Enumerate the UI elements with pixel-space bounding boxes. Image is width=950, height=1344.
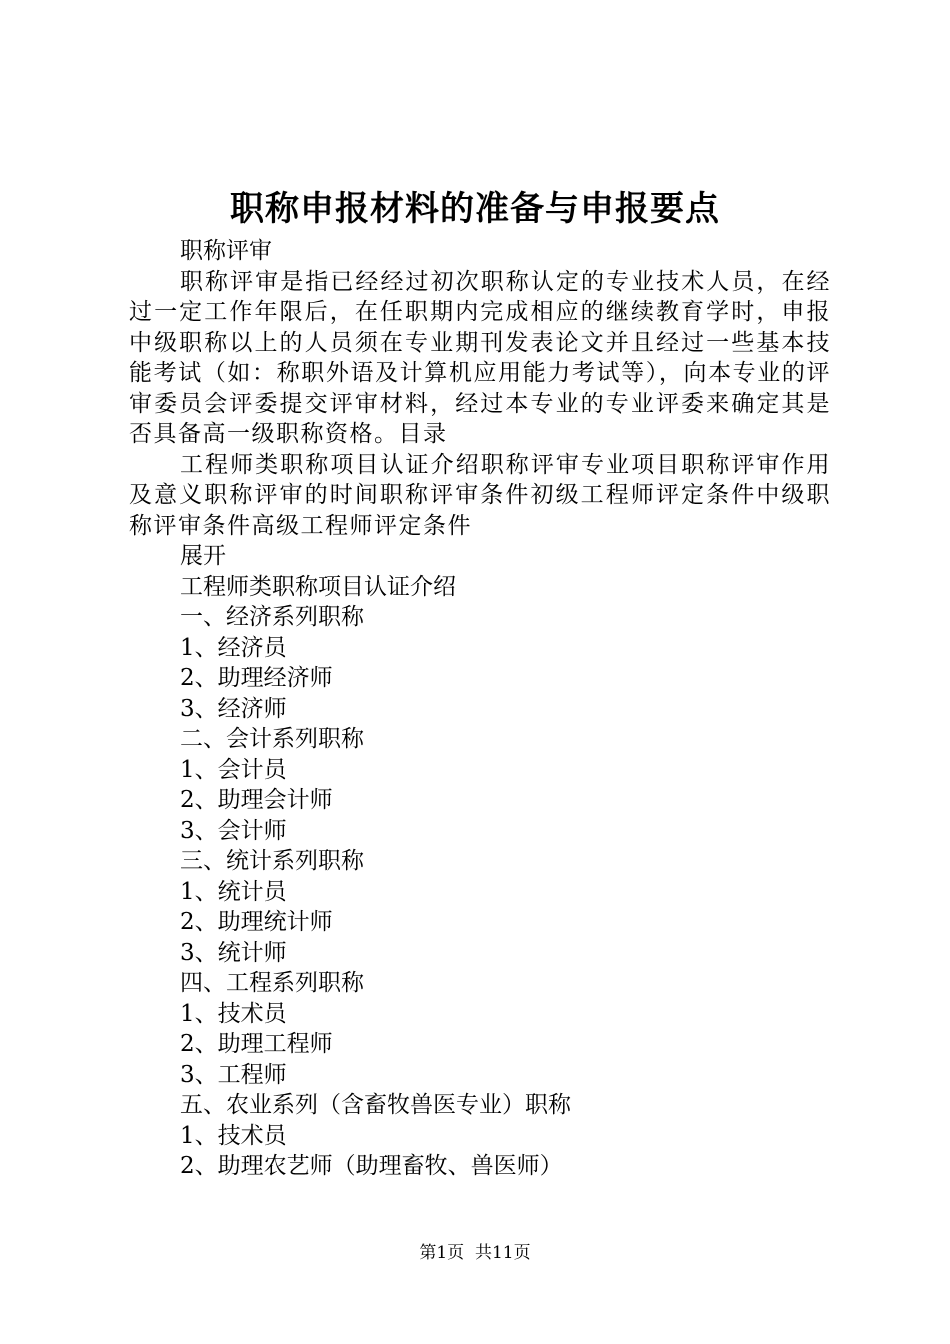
list-item: 3、会计师 <box>180 817 287 844</box>
list-item: 1、技术员 <box>180 1000 287 1027</box>
list-item: 2、助理会计师 <box>180 787 333 813</box>
document-body <box>129 236 831 1182</box>
list-item: 三、统计系列职称 <box>180 848 364 874</box>
section-heading: 工程师类职称项目认证介绍 <box>180 573 456 600</box>
heading-line: 职称评审 <box>180 238 272 264</box>
list-item: 3、经济师 <box>180 695 287 722</box>
list-item: 五、农业系列（含畜牧兽医专业）职称 <box>180 1092 571 1118</box>
list-item: 1、经济员 <box>180 634 287 661</box>
list-item: 四、工程系列职称 <box>180 970 364 996</box>
list-item: 2、助理统计师 <box>180 909 333 935</box>
list-item: 3、工程师 <box>180 1061 287 1088</box>
list-item: 2、助理农艺师（助理畜牧、兽医师） <box>180 1153 563 1179</box>
page-number: 第1页 共11页 <box>419 1243 531 1263</box>
list-item: 1、技术员 <box>180 1122 287 1149</box>
list-item: 二、会计系列职称 <box>180 726 364 752</box>
list-item: 一、经济系列职称 <box>180 604 364 630</box>
page-footer <box>0 1241 950 1265</box>
list-item: 1、会计员 <box>180 756 287 783</box>
list-item: 3、统计师 <box>180 939 287 966</box>
list-item: 1、统计员 <box>180 878 287 905</box>
paragraph-1: 职称评审是指已经经过初次职称认定的专业技术人员，在经过一定工作年限后，在任职期内完成相应的继续教育学时，申报中级职称以上的人员须在专业期刊发表论文并且经过一些基本技能考试（如：称职外语及计算机应用能力考试等），向本专业的评审委员会评委提交评审材料，经过本专业的专业评委来确定其是否具备高一级职称资格。目录 <box>129 268 831 447</box>
paragraph-2: 工程师类职称项目认证介绍职称评审专业项目职称评审作用及意义职称评审的时间职称评审条件初级工程师评定条件中级职称评审条件高级工程师评定条件 <box>129 451 831 539</box>
list-item: 2、助理工程师 <box>180 1031 333 1057</box>
list-item: 2、助理经济师 <box>180 665 333 691</box>
expand-line: 展开 <box>180 543 226 569</box>
document-title: 职称申报材料的准备与申报要点 <box>230 189 720 229</box>
